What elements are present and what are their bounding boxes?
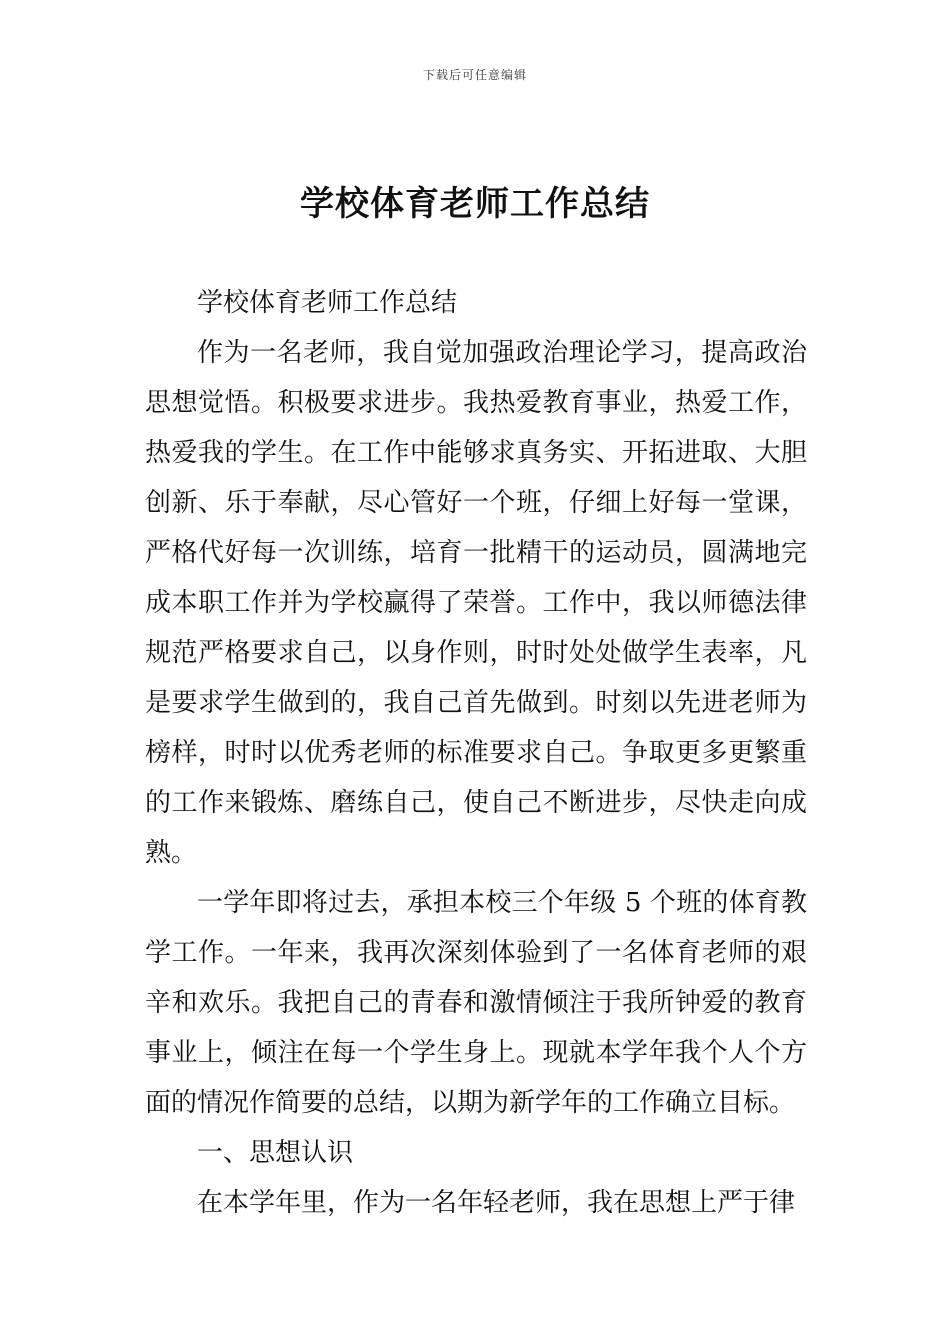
document-body [145,278,807,1228]
paragraph-year-summary: 一学年即将过去，承担本校三个年级 5 个班的体育教学工作。一年来，我再次深刻体验到了一名体育老师的艰辛和欢乐。我把自己的青春和激情倾注于我所钟爱的教育事业上，倾注在每一个学生身上。现就本学年我个人个方面的情况作简要的总结，以期为新学年的工作确立目标。 [145,888,807,1118]
paragraph-subtitle: 学校体育老师工作总结 [197,288,458,318]
section-heading-thought: 一、思想认识 [197,1138,354,1168]
header-note: 下载后可任意编辑 [422,68,527,82]
document-title: 学校体育老师工作总结 [300,184,650,224]
paragraph-intro: 作为一名老师，我自觉加强政治理论学习，提高政治思想觉悟。积极要求进步。我热爱教育事业，热爱工作，热爱我的学生。在工作中能够求真务实、开拓进取、大胆创新、乐于奉献，尽心管好一个班，仔细上好每一堂课，严格代好每一次训练，培育一批精干的运动员，圆满地完成本职工作并为学校赢得了荣誉。工作中，我以师德法律规范严格要求自己，以身作则，时时处处做学生表率，凡是要求学生做到的，我自己首先做到。时刻以先进老师为榜样，时时以优秀老师的标准要求自己。争取更多更繁重的工作来锻炼、磨练自己，使自己不断进步，尽快走向成熟。 [145,338,807,868]
paragraph-thought: 在本学年里，作为一名年轻老师，我在思想上严于律 [197,1188,796,1218]
